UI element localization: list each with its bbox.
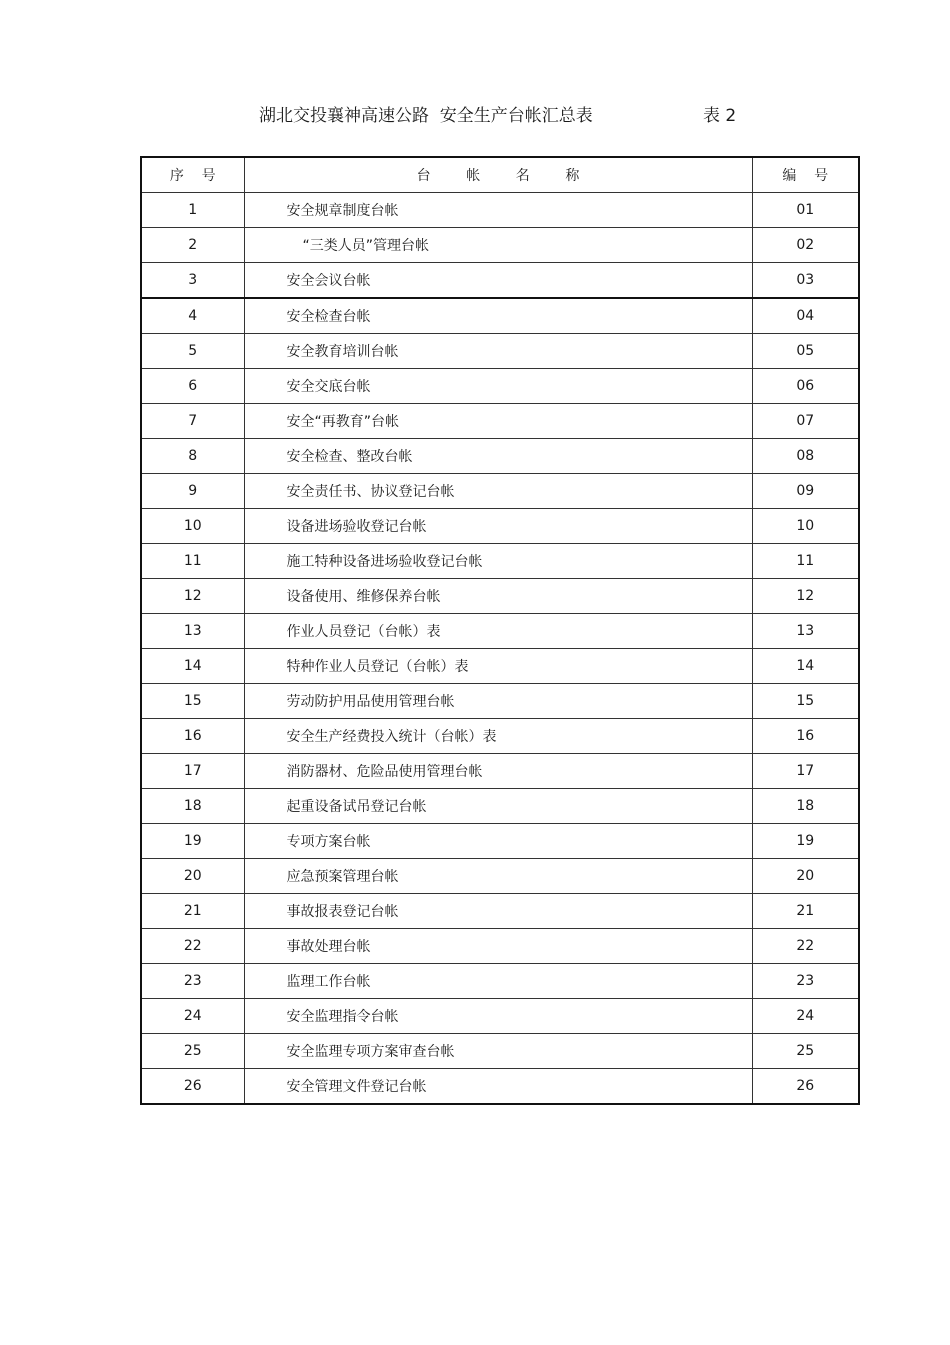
row-name-cell: 安全责任书、协议登记台帐	[244, 474, 752, 509]
row-code-cell: 14	[752, 649, 859, 684]
table-row	[141, 894, 859, 929]
table-row	[141, 684, 859, 719]
row-code-cell: 02	[752, 228, 859, 263]
table-row	[141, 193, 859, 228]
row-code-cell: 10	[752, 509, 859, 544]
row-name-cell: 安全监理指令台帐	[244, 999, 752, 1034]
table-row	[141, 754, 859, 789]
row-seq-cell: 9	[141, 474, 244, 509]
table-row	[141, 404, 859, 439]
row-name-cell: 安全检查、整改台帐	[244, 439, 752, 474]
table-row	[141, 439, 859, 474]
row-code-cell: 08	[752, 439, 859, 474]
table-row	[141, 824, 859, 859]
row-code-cell: 20	[752, 859, 859, 894]
row-name-cell: 安全“再教育”台帐	[244, 404, 752, 439]
row-code-cell: 23	[752, 964, 859, 999]
table-row	[141, 614, 859, 649]
row-name-cell: 事故处理台帐	[244, 929, 752, 964]
column-header-name: 台 帐 名 称	[244, 157, 752, 193]
table-number: 表 2	[703, 106, 737, 126]
row-name-cell: 安全监理专项方案审查台帐	[244, 1034, 752, 1069]
row-name-cell: 安全规章制度台帐	[244, 193, 752, 228]
row-seq-cell: 15	[141, 684, 244, 719]
row-name-cell: 应急预案管理台帐	[244, 859, 752, 894]
row-name-cell: 安全生产经费投入统计（台帐）表	[244, 719, 752, 754]
column-header-code: 编 号	[752, 157, 859, 193]
table-row	[141, 369, 859, 404]
row-name-cell: 安全会议台帐	[244, 263, 752, 299]
row-code-cell: 21	[752, 894, 859, 929]
row-seq-cell: 14	[141, 649, 244, 684]
row-name-cell: 设备使用、维修保养台帐	[244, 579, 752, 614]
row-seq-cell: 6	[141, 369, 244, 404]
table-row	[141, 719, 859, 754]
row-code-cell: 22	[752, 929, 859, 964]
row-seq-cell: 7	[141, 404, 244, 439]
table-row	[141, 509, 859, 544]
row-code-cell: 17	[752, 754, 859, 789]
row-name-cell: 劳动防护用品使用管理台帐	[244, 684, 752, 719]
row-name-cell: 监理工作台帐	[244, 964, 752, 999]
table-row	[141, 1034, 859, 1069]
table-row	[141, 474, 859, 509]
row-name-cell: 作业人员登记（台帐）表	[244, 614, 752, 649]
row-name-cell: 消防器材、危险品使用管理台帐	[244, 754, 752, 789]
row-seq-cell: 5	[141, 334, 244, 369]
row-seq-cell: 17	[141, 754, 244, 789]
table-row	[141, 334, 859, 369]
table-row	[141, 298, 859, 334]
row-name-cell: “三类人员”管理台帐	[244, 228, 752, 263]
table-row	[141, 964, 859, 999]
row-seq-cell: 16	[141, 719, 244, 754]
table-row	[141, 228, 859, 263]
row-seq-cell: 12	[141, 579, 244, 614]
row-code-cell: 19	[752, 824, 859, 859]
document-title: 湖北交投襄神高速公路 安全生产台帐汇总表	[259, 106, 593, 126]
row-name-cell: 安全交底台帐	[244, 369, 752, 404]
row-code-cell: 04	[752, 298, 859, 334]
row-code-cell: 11	[752, 544, 859, 579]
row-code-cell: 12	[752, 579, 859, 614]
row-seq-cell: 11	[141, 544, 244, 579]
table-row	[141, 649, 859, 684]
row-code-cell: 03	[752, 263, 859, 299]
table-row	[141, 544, 859, 579]
row-name-cell: 施工特种设备进场验收登记台帐	[244, 544, 752, 579]
row-code-cell: 06	[752, 369, 859, 404]
row-seq-cell: 23	[141, 964, 244, 999]
row-code-cell: 16	[752, 719, 859, 754]
row-seq-cell: 19	[141, 824, 244, 859]
row-code-cell: 13	[752, 614, 859, 649]
row-code-cell: 25	[752, 1034, 859, 1069]
row-name-cell: 事故报表登记台帐	[244, 894, 752, 929]
table-row	[141, 859, 859, 894]
row-code-cell: 05	[752, 334, 859, 369]
table-row	[141, 263, 859, 299]
row-name-cell: 安全教育培训台帐	[244, 334, 752, 369]
table-header-row	[141, 157, 859, 193]
row-seq-cell: 22	[141, 929, 244, 964]
table-row	[141, 579, 859, 614]
column-header-seq: 序 号	[141, 157, 244, 193]
row-name-cell: 安全管理文件登记台帐	[244, 1069, 752, 1105]
row-name-cell: 安全检查台帐	[244, 298, 752, 334]
row-code-cell: 09	[752, 474, 859, 509]
row-seq-cell: 18	[141, 789, 244, 824]
row-code-cell: 07	[752, 404, 859, 439]
table-row	[141, 929, 859, 964]
row-code-cell: 15	[752, 684, 859, 719]
row-name-cell: 设备进场验收登记台帐	[244, 509, 752, 544]
row-seq-cell: 26	[141, 1069, 244, 1105]
row-code-cell: 01	[752, 193, 859, 228]
table-row	[141, 1069, 859, 1105]
row-code-cell: 26	[752, 1069, 859, 1105]
row-seq-cell: 2	[141, 228, 244, 263]
row-name-cell: 起重设备试吊登记台帐	[244, 789, 752, 824]
row-seq-cell: 10	[141, 509, 244, 544]
row-seq-cell: 4	[141, 298, 244, 334]
row-code-cell: 18	[752, 789, 859, 824]
row-seq-cell: 20	[141, 859, 244, 894]
table-row	[141, 789, 859, 824]
row-seq-cell: 25	[141, 1034, 244, 1069]
row-name-cell: 特种作业人员登记（台帐）表	[244, 649, 752, 684]
row-seq-cell: 24	[141, 999, 244, 1034]
row-seq-cell: 1	[141, 193, 244, 228]
row-code-cell: 24	[752, 999, 859, 1034]
row-seq-cell: 3	[141, 263, 244, 299]
ledger-summary-table	[140, 156, 860, 1105]
table-row	[141, 999, 859, 1034]
row-name-cell: 专项方案台帐	[244, 824, 752, 859]
row-seq-cell: 13	[141, 614, 244, 649]
row-seq-cell: 8	[141, 439, 244, 474]
row-seq-cell: 21	[141, 894, 244, 929]
